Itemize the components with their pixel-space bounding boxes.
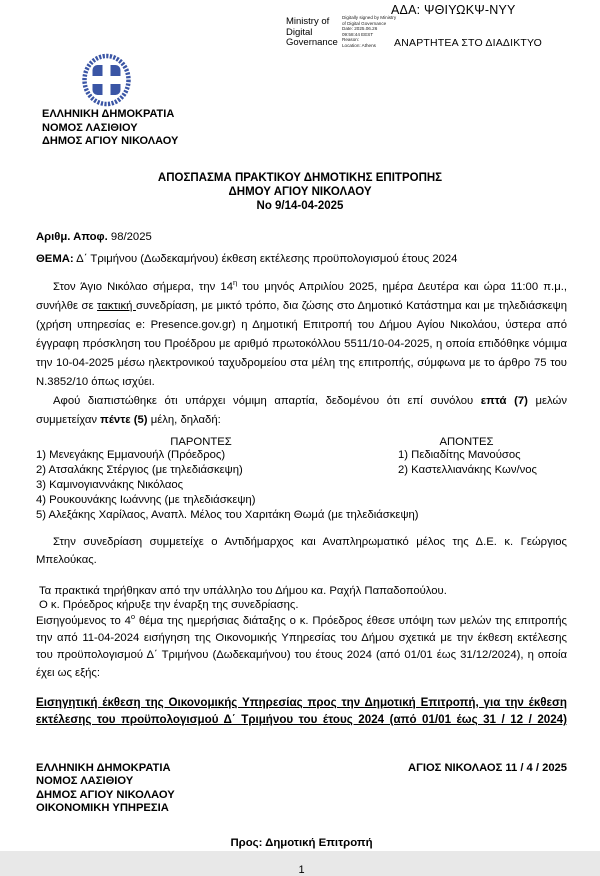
absent-header: ΑΠΟΝΤΕΣ — [439, 436, 494, 448]
present-member: 3) Καμινογιαννάκης Νικόλαος — [36, 479, 184, 491]
paragraph-text: Στον Άγιο Νικόλαο σήμερα, την 14 — [53, 281, 233, 293]
footer-agency-line: ΝΟΜΟΣ ΛΑΣΙΘΙΟΥ — [36, 775, 134, 788]
paragraph-text: θέμα της ημερήσιας διάταξης ο κ. Πρόεδρος έθεσε υπόψη των μελών της επιτροπής την από 11-04-2024 εισήγηση της Οικονομικής Υπηρεσίας του Δήμου σχετικά με την έκθεση εκτέλεσης του προϋπολογισμού Δ΄ Τριμήνου (Δωδεκαμήνου) του έτους 2024 (από 01/01 έως 31/12/2024), η οποία έχει ως εξής: — [36, 615, 567, 679]
attendance-headers — [36, 436, 567, 448]
bold-count-present: πέντε (5) — [100, 414, 148, 426]
agency-header-line: ΝΟΜΟΣ ΛΑΣΙΘΙΟΥ — [42, 121, 138, 134]
signature-detail-line: 09:58:44 EEST — [342, 31, 374, 37]
paragraph-text: Εισηγούμενος το 4 — [36, 615, 131, 627]
paragraph-text: Αφού διαπιστώθηκε ότι υπάρχει νόμιμη απαρτία, δεδομένου ότι επί συνόλου — [53, 395, 481, 407]
footer-agency — [36, 762, 175, 816]
document-title — [0, 171, 600, 213]
present-member: 4) Ρουκουνάκης Ιωάννης (με τηλεδιάσκεψη) — [36, 494, 256, 506]
footer-place-date: ΑΓΙΟΣ ΝΙΚΟΛΑΟΣ 11 / 4 / 2025 — [408, 761, 567, 774]
decision-number-line — [36, 231, 567, 243]
paragraph-session-opening — [36, 278, 567, 392]
signature-detail-line: Digitally signed by Ministry — [342, 15, 397, 20]
subject-text: Δ΄ Τριμήνου (Δωδεκαμήνου) έκθεση εκτέλεσης προϋπολογισμού έτους 2024 — [73, 253, 458, 265]
present-member: 2) Ατσαλάκης Στέργιος (με τηλεδιάσκεψη) — [36, 464, 243, 476]
signature-detail-line: Date: 2025.06.26 — [342, 26, 378, 32]
attendance-lists — [36, 448, 567, 523]
digital-signature-signer: Ministry of Digital Governance — [286, 16, 338, 49]
ordinal-superscript: ο — [130, 612, 136, 622]
internet-posting-label: ΑΝΑΡΤΗΤΕΑ ΣΤΟ ΔΙΑΔΙΚΤΥΟ — [394, 37, 543, 49]
decision-number-value: 98/2025 — [107, 231, 152, 243]
absent-member: 1) Πεδιαδίτης Μανούσος — [398, 449, 521, 461]
document-title-line: Νο 9/14-04-2025 — [256, 200, 344, 212]
ordinal-superscript: η — [232, 278, 238, 288]
paragraph-minutes-keeper: Τα πρακτικά τηρήθηκαν από την υπάλληλο του Δήμου κα. Ραχήλ Παπαδοπούλου. — [39, 585, 447, 597]
page-number: 1 — [298, 863, 305, 876]
document-body — [36, 231, 567, 876]
paragraph-deputy-mayor: Στην συνεδρίαση συμμετείχε ο Αντιδήμαρχος και Αναπληρωματικό μέλος της Δ.Ε. κ. Γεώργιος Μπελούκας. — [36, 536, 567, 566]
paragraph-agenda-item — [36, 613, 567, 682]
agency-header — [42, 108, 178, 149]
agency-header-line: ΔΗΜΟΣ ΑΓΙΟΥ ΝΙΚΟΛΑΟΥ — [42, 135, 179, 147]
document-title-line: ΑΠΟΣΠΑΣΜΑ ΠΡΑΚΤΙΚΟΥ ΔΗΜΟΤΙΚΗΣ ΕΠΙΤΡΟΠΗΣ — [157, 172, 443, 184]
absent-member: 2) Καστελλιανάκης Κων/νος — [398, 464, 537, 476]
present-member: 5) Αλεξάκης Χαρίλαος, Αναπλ. Μέλος του Χαριτάκη Θωμά (με τηλεδιάσκεψη) — [36, 509, 419, 521]
paragraph-text: μελών συμμετείχαν — [36, 395, 567, 426]
footer-block — [36, 762, 567, 816]
subject-line — [36, 253, 567, 265]
present-list — [36, 448, 419, 523]
footer-agency-line: ΟΙΚΟΝΟΜΙΚΗ ΥΠΗΡΕΣΙΑ — [36, 802, 169, 815]
hellenic-republic-emblem-icon — [82, 54, 131, 107]
present-member: 1) Μενεγάκης Εμμανουήλ (Πρόεδρος) — [36, 449, 226, 461]
present-header: ΠΑΡΟΝΤΕΣ — [170, 436, 232, 448]
paragraph-session-start: Ο κ. Πρόεδρος κήρυξε την έναρξη της συνεδρίασης. — [39, 598, 299, 611]
paragraph-text: του μηνός Απριλίου 2025, ημέρα Δευτέρα και ώρα 11:00 π.μ., συνήλθε σε — [36, 281, 567, 312]
signature-detail-line: Reason: — [342, 37, 360, 43]
bold-count-total: επτά (7) — [480, 395, 528, 407]
paragraph-text: μέλη, δηλαδή: — [147, 414, 221, 426]
footer-agency-line: ΔΗΜΟΣ ΑΓΙΟΥ ΝΙΚΟΛΑΟΥ — [36, 788, 175, 801]
signature-detail-line: Location: Athens — [342, 42, 376, 48]
signature-detail-line: of Digital Governance — [342, 20, 387, 26]
underlined-word: τακτική — [97, 300, 136, 312]
paragraph-text: συνεδρίαση, με μικτό τρόπο, δια ζώσης στο Δημοτικό Κατάστημα και με τηλεδιάσκεψη (χρήση υπηρεσίας e: Presence.gov.gr) η Δημοτική Επιτροπή του Δήμου Αγίου Νικολάου, ύστερα από έγγραφη πρόσκληση του Προέδρου με αριθμό πρωτοκόλλου 5511/10-04-2025, η οποία επιδόθηκε νόμιμα την 10-04-2025 μέσω ηλεκτρονικού ταχυδρομείου στα μέλη της επιτροπής, σύμφωνα με το άρθρο 75 του Ν.3852/10 όπως ισχύει. — [36, 300, 567, 388]
report-heading: Εισηγητική έκθεση της Οικονομικής Υπηρεσίας προς την Δημοτική Επιτροπή, για την έκθεση εκτέλεσης του προϋπολογισμού Δ΄ Τριμήνου του έτους 2024 (από 01/01 έως 31 / 12 / 2024) — [36, 695, 567, 726]
paragraph-quorum — [36, 392, 567, 430]
footer-agency-line: ΕΛΛΗΝΙΚΗ ΔΗΜΟΚΡΑΤΙΑ — [36, 761, 171, 774]
agency-header-line: ΕΛΛΗΝΙΚΗ ΔΗΜΟΚΡΑΤΙΑ — [42, 108, 175, 120]
subject-label: ΘΕΜΑ: — [36, 253, 74, 265]
addressee-line: Προς: Δημοτική Επιτροπή — [230, 836, 373, 849]
absent-list — [398, 448, 567, 523]
ada-code: ΑΔΑ: ΨΘΙΥΩΚΨ-ΝΥΥ — [391, 3, 516, 17]
document-title-line: ΔΗΜΟΥ ΑΓΙΟΥ ΝΙΚΟΛΑΟΥ — [228, 186, 372, 198]
decision-number-label: Αριθμ. Αποφ. — [36, 231, 108, 243]
